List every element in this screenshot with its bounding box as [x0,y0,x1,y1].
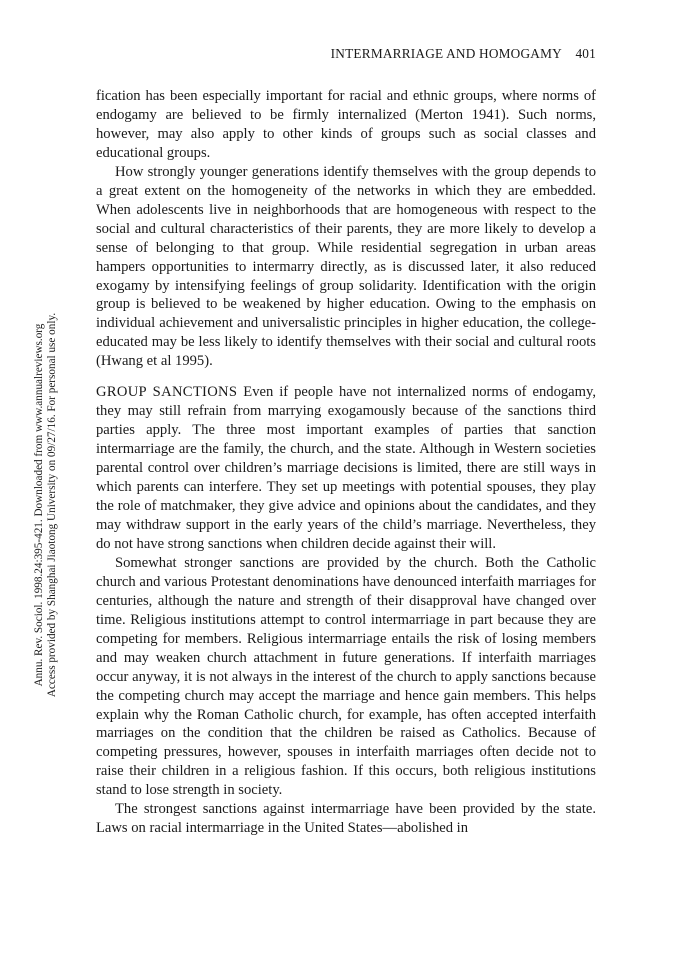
side-note-citation: Annu. Rev. Sociol. 1998.24:395-421. Downloaded from www.annualreviews.org [33,323,45,687]
side-note-access: Access provided by Shanghai Jiaotong University on 09/27/16. For personal use only. [46,312,59,698]
article-body [96,87,596,838]
paragraph: How strongly younger generations identify themselves with the group depends to a great extent on the homogeneity of the networks in which they are embedded. When adolescents live in neighborhoods that are homogeneous with respect to the social and cultural characteristics of their parents, they are more likely to develop a sense of belonging to that group. While residential segregation in urban areas hampers opportunities to intermarry directly, as is discussed later, it also reduced exogamy by intensifying feelings of group solidarity. Identification with the origin group is believed to be weakened by higher education. Owing to the emphasis on individual achievement and universalistic principles in higher education, the college-educated may be less likely to identify themselves with their social and cultural roots (Hwang et al 1995). [96,163,596,370]
running-title: INTERMARRIAGE AND HOMOGAMY [330,46,562,61]
running-header [96,46,596,62]
paragraph: fication has been especially important for racial and ethnic groups, where norms of endogamy are believed to be firmly internalized (Merton 1941). Such norms, however, may also apply to other kinds of groups such as social classes and educational groups. [96,88,596,161]
page-number: 401 [575,46,596,61]
section-heading: GROUP SANCTIONS [96,384,238,401]
paragraph: Somewhat stronger sanctions are provided by the church. Both the Catholic church and various Protestant denominations have denounced interfaith marriages for centuries, although the nature and strength of their disapproval have changed over time. Religious institutions attempt to control intermarriage in part because they are competing for members. Religious intermarriage entails the risk of losing members and may weaken church attachment in future generations. If interfaith marriages occur anyway, it is not always in the interest of the church to apply sanctions because the competing church may accept the marriage and hence gain members. This helps explain why the Roman Catholic church, for example, has often accepted interfaith marriages on the condition that the children be raised as Catholics. Because of competing pressures, however, spouses in interfaith marriages often decide not to raise their children in a religious fashion. If this occurs, both religious institutions stand to lose strength in society. [96,554,596,799]
paragraph: The strongest sanctions against intermarriage have been provided by the state. Laws on racial intermarriage in the United States—abolished in [96,801,596,837]
section-paragraph-text: Even if people have not internalized norms of endogamy, they may still refrain from marrying exogamously because of the sanctions third parties apply. The three most important examples of parties that sanction intermarriage are the family, the church, and the state. Although in Western societies parental control over children’s marriage decisions is limited, there are still ways in which parents can interfere. They set up meetings with potential spouses, they play the role of matchmaker, they give advice and opinions about the candidates, and they may withdraw support in the early years of the child’s marriage. Nevertheless, they do not have strong sanctions when children decide against their will. [96,384,596,552]
section-paragraph [96,383,596,554]
